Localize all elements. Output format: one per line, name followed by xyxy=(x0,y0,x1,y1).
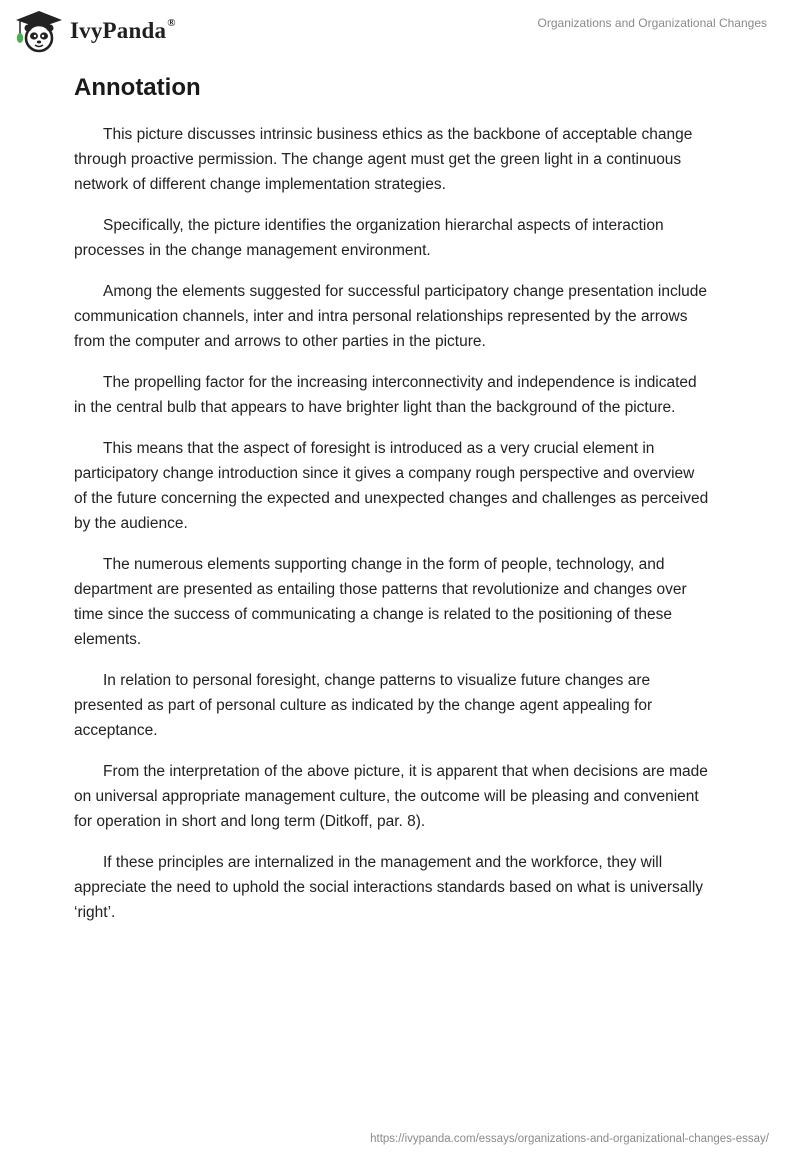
paragraph-8: From the interpretation of the above picture, it is apparent that when decisions are made on universal appropriate management culture, the outcome will be pleasing and convenient for operation in short and long term (Ditkoff, par. 8). xyxy=(74,763,708,830)
paragraph-6: The numerous elements supporting change in the form of people, technology, and department are presented as entailing those patterns that revolutionize and changes over time since the success of communicating a change is related to the positioning of these elements. xyxy=(74,556,687,648)
paragraph-2: Specifically, the picture identifies the organization hierarchal aspects of interaction processes in the change management environment. xyxy=(74,217,664,259)
paragraph-5: This means that the aspect of foresight is introduced as a very crucial element in participatory change introduction since it gives a company rough perspective and overview of the future concerning the expected and unexpected changes and challenges as perceived by the audience. xyxy=(74,440,709,532)
page-header xyxy=(0,0,800,70)
brand-name: IvyPanda® xyxy=(70,17,176,43)
footer-source-url[interactable]: https://ivypanda.com/essays/organizations-and-organizational-changes-essay/ xyxy=(370,1133,769,1145)
running-title: Organizations and Organizational Changes xyxy=(537,16,767,30)
registered-mark: ® xyxy=(167,17,176,30)
paragraph-7: In relation to personal foresight, change patterns to visualize future changes are presented as part of personal culture as indicated by the change agent appealing for acceptance. xyxy=(74,672,653,739)
ivypanda-logo[interactable] xyxy=(14,9,176,53)
paragraph-1: This picture discusses intrinsic business ethics as the backbone of acceptable change through proactive permission. The change agent must get the green light in a continuous network of different change implementation strategies. xyxy=(74,126,693,193)
paragraph-9: If these principles are internalized in the management and the workforce, they will appreciate the need to uphold the social interactions standards based on what is universally ‘right’. xyxy=(74,854,704,921)
paragraph-3: Among the elements suggested for successful participatory change presentation include communication channels, inter and intra personal relationships represented by the arrows from the computer and arrows to other parties in the picture. xyxy=(74,283,707,350)
section-heading: Annotation xyxy=(74,74,201,101)
paragraph-4: The propelling factor for the increasing interconnectivity and independence is indicated in the central bulb that appears to have brighter light than the background of the picture. xyxy=(74,374,697,416)
article-body xyxy=(74,73,710,941)
panda-graduation-cap-icon xyxy=(14,9,64,53)
